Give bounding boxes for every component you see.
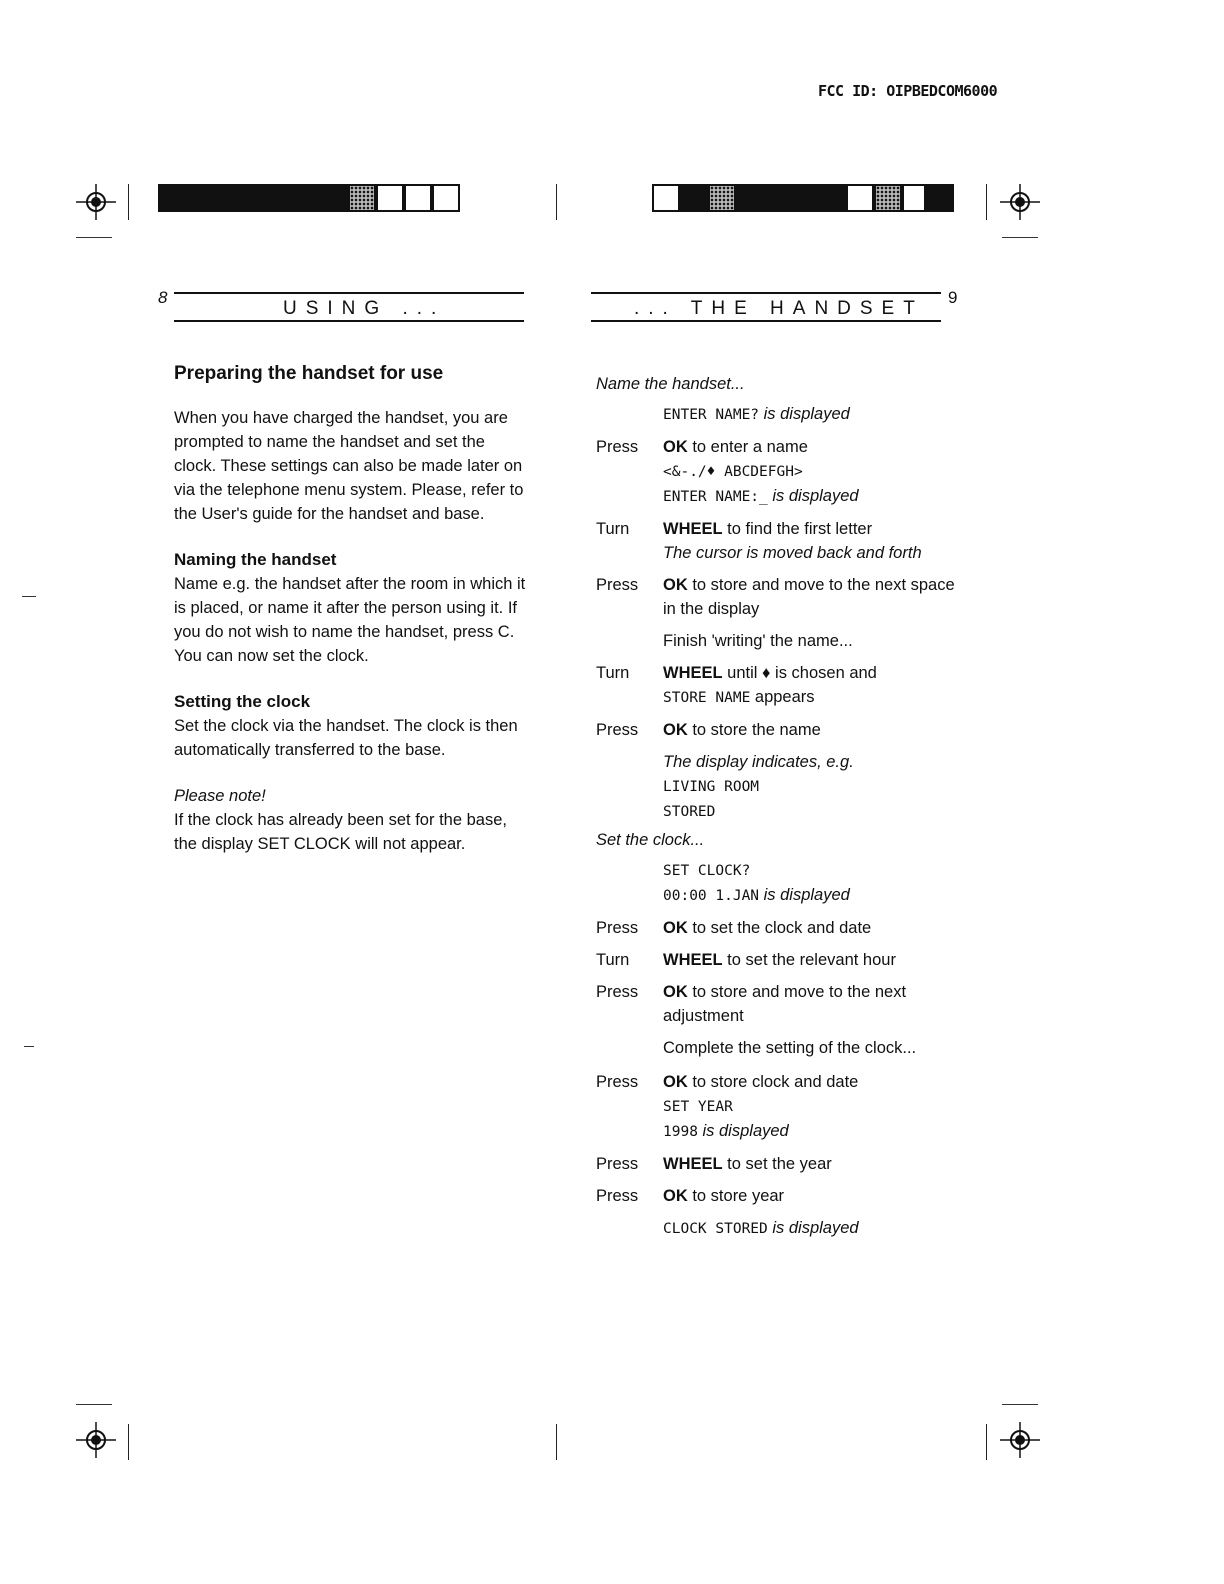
crop-mark: [76, 1404, 112, 1405]
color-bar: [846, 184, 874, 212]
naming-paragraph: Name e.g. the handset after the room in which it is placed, or name it after the person using it. If you do not wish to name the handset, press C. You can now set the clock.: [174, 575, 526, 665]
registration-mark-icon: [1000, 1420, 1040, 1460]
color-bar: [432, 184, 460, 212]
crop-mark: [556, 184, 557, 220]
crop-mark: [76, 237, 112, 238]
step-row: The display indicates, e.g. LIVING ROOM STORED: [663, 753, 854, 820]
crop-mark: [22, 596, 36, 597]
step-row: Press OK to set the clock and date: [596, 919, 872, 937]
step-row: Complete the setting of the clock...: [663, 1039, 917, 1057]
color-bar: [708, 184, 736, 212]
note-paragraph: If the clock has already been set for the base, the display SET CLOCK will not appear.: [174, 811, 507, 853]
crop-mark: [128, 1424, 129, 1460]
header-rule: [591, 292, 941, 294]
crop-mark: [556, 1424, 557, 1460]
step-row: Press WHEEL to set the year: [596, 1155, 832, 1173]
fcc-id: FCC ID: OIPBEDCOM6000: [818, 82, 998, 100]
step-row: Press OK to store year: [596, 1187, 785, 1205]
step-row: Turn WHEEL to set the relevant hour: [596, 951, 896, 969]
color-bar: [652, 184, 680, 212]
registration-mark-icon: [76, 182, 116, 222]
step-row: Press OK to store and move to the next adjustment: [596, 983, 907, 1025]
page-title: Preparing the handset for use: [174, 363, 444, 384]
step-row: CLOCK STORED is displayed: [663, 1219, 859, 1237]
crop-mark: [986, 184, 987, 220]
registration-mark-icon: [76, 1420, 116, 1460]
clock-paragraph: Set the clock via the handset. The clock is then automatically transferred to the base.: [174, 717, 518, 759]
color-bar: [736, 184, 846, 212]
color-bar: [376, 184, 404, 212]
color-bar: [926, 184, 954, 212]
naming-heading: Naming the handset: [174, 550, 337, 569]
header-rule: [591, 320, 941, 322]
color-bar: [874, 184, 902, 212]
header-rule: [174, 320, 524, 322]
left-column: [174, 362, 526, 878]
name-section-heading: Name the handset...: [596, 375, 745, 393]
note-heading: Please note!: [174, 787, 266, 805]
color-bar: [158, 184, 348, 212]
page-number-left: 8: [158, 288, 168, 307]
header-rule: [174, 292, 524, 294]
step-row: Press OK to store clock and date SET YEAR 1998 is displayed: [596, 1073, 859, 1140]
color-bar: [680, 184, 708, 212]
clock-section-heading: Set the clock...: [596, 831, 705, 849]
color-bar: [404, 184, 432, 212]
step-row: Press OK to store the name: [596, 721, 821, 739]
running-head-right: ... THE HANDSET: [634, 298, 924, 319]
crop-mark: [986, 1424, 987, 1460]
intro-paragraph: When you have charged the handset, you are prompted to name the handset and set the clock. These settings can also be made later on via the telephone menu system. Please, refer to the User's guide for the handset and base.: [174, 409, 524, 523]
crop-mark: [1002, 237, 1038, 238]
crop-mark: [24, 1046, 34, 1047]
step-row: Turn WHEEL until ♦ is chosen and STORE NAME appears: [596, 664, 877, 706]
color-bar: [902, 184, 926, 212]
registration-mark-icon: [1000, 182, 1040, 222]
crop-mark: [128, 184, 129, 220]
clock-heading: Setting the clock: [174, 692, 311, 711]
step-row: Finish 'writing' the name...: [663, 632, 853, 650]
color-bar: [348, 184, 376, 212]
right-column: [596, 372, 956, 1249]
step-row: ENTER NAME? is displayed: [663, 405, 850, 423]
page-number-right: 9: [948, 288, 958, 307]
step-row: Press OK to enter a name <&-./♦ ABCDEFGH> ENTER NAME:_ is displayed: [596, 438, 859, 505]
crop-mark: [1002, 1404, 1038, 1405]
running-head-left: USING ...: [283, 298, 446, 319]
step-row: Turn WHEEL to find the first letter The cursor is moved back and forth: [596, 520, 922, 562]
step-row: Press OK to store and move to the next space in the display: [596, 576, 955, 618]
step-row: SET CLOCK? 00:00 1.JAN is displayed: [663, 863, 850, 904]
